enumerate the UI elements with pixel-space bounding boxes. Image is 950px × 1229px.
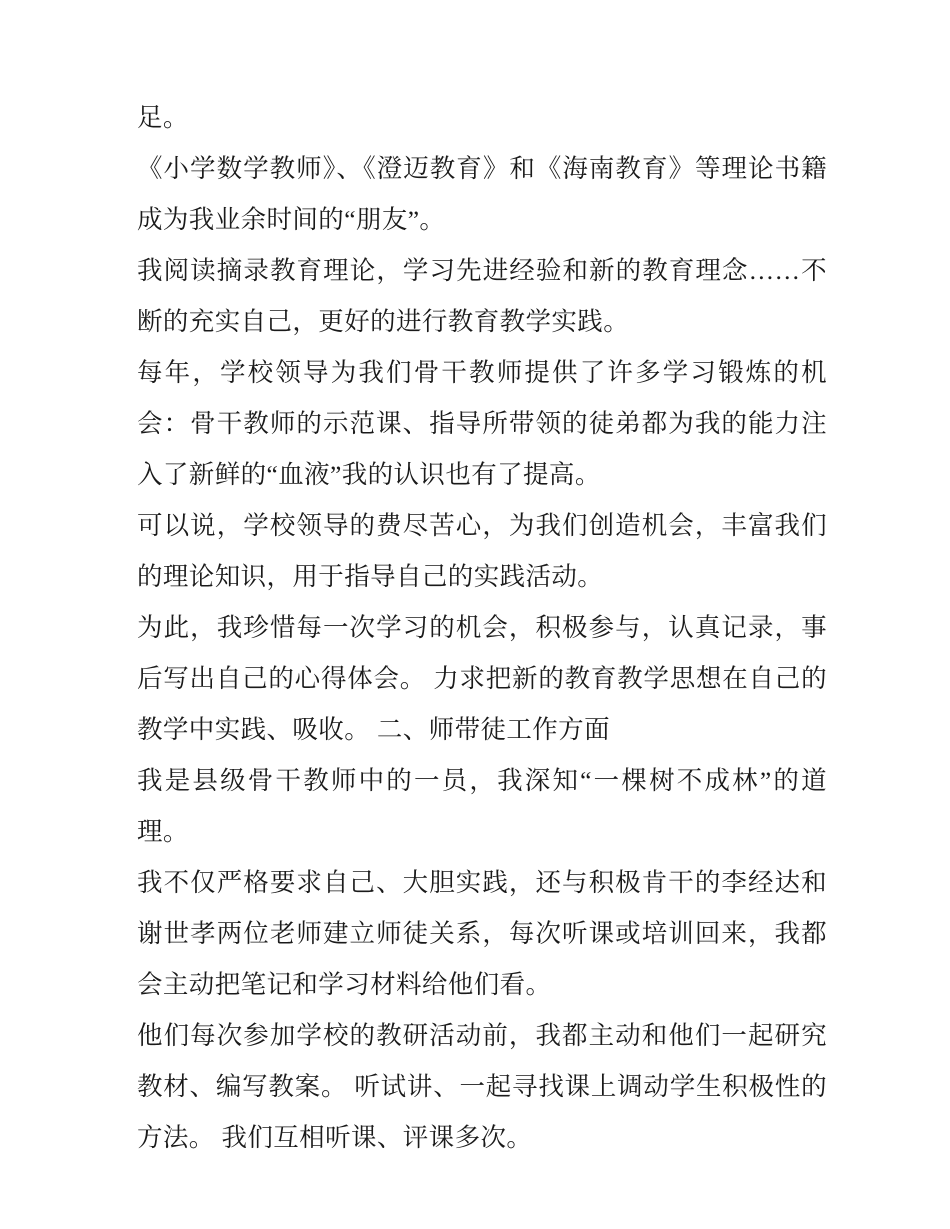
paragraph: 足。	[137, 103, 189, 132]
paragraph: 《小学数学教师》、《澄迈教育》和《海南教育》等理论书籍成为我业余时间的“朋友”。	[137, 154, 827, 234]
paragraph: 他们每次参加学校的教研活动前，我都主动和他们一起研究教材、编写教案。 听试讲、一起寻找课上调动学生积极性的方法。 我们互相听课、评课多次。	[137, 1021, 827, 1152]
paragraph: 为此，我珍惜每一次学习的机会，积极参与，认真记录，事后写出自己的心得体会。 力求把新的教育教学思想在自己的教学中实践、吸收。 二、师带徒工作方面	[137, 613, 827, 744]
paragraph: 我不仅严格要求自己、大胆实践，还与积极肯干的李经达和谢世孝两位老师建立师徒关系，每次听课或培训回来，我都会主动把笔记和学习材料给他们看。	[137, 868, 827, 999]
paragraph: 我阅读摘录教育理论，学习先进经验和新的教育理念……不断的充实自己，更好的进行教育教学实践。	[137, 256, 827, 336]
paragraph: 可以说，学校领导的费尽苦心，为我们创造机会，丰富我们的理论知识，用于指导自己的实践活动。	[137, 511, 827, 591]
document-text-body	[137, 92, 827, 1163]
paragraph: 我是县级骨干教师中的一员，我深知“一棵树不成林”的道理。	[137, 766, 827, 846]
paragraph: 每年，学校领导为我们骨干教师提供了许多学习锻炼的机会：骨干教师的示范课、指导所带领的徒弟都为我的能力注入了新鲜的“血液”我的认识也有了提高。	[137, 358, 827, 489]
